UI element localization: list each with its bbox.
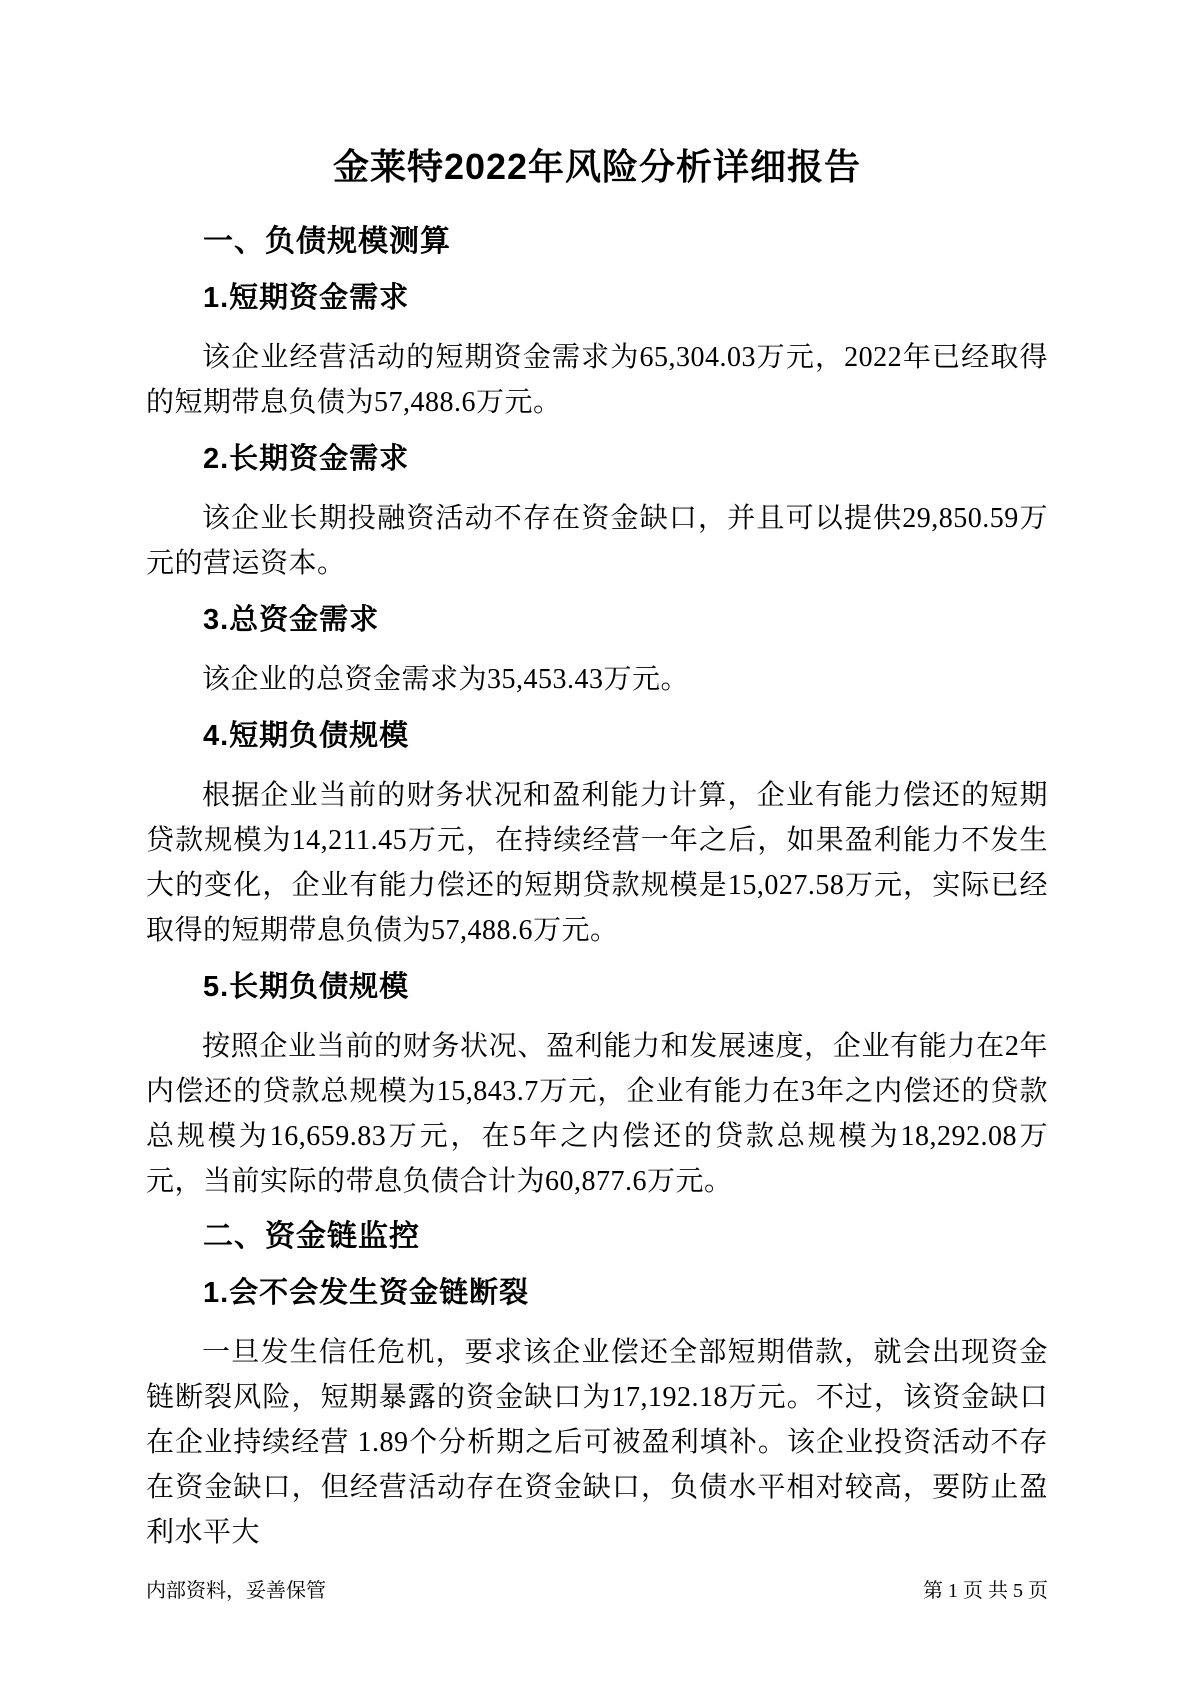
paragraph-short-term-debt-scale: 根据企业当前的财务状况和盈利能力计算，企业有能力偿还的短期贷款规模为14,211.45万元，在持续经营一年之后，如果盈利能力不发生大的变化，企业有能力偿还的短期贷款规模是15,027.58万元，实际已经取得的短期带息负债为57,488.6万元。 — [146, 780, 1048, 946]
subsection-heading-short-term-funding-need: 1.短期资金需求 — [203, 282, 410, 314]
paragraph-total-funding-need: 该企业的总资金需求为35,453.43万元。 — [202, 664, 690, 695]
paragraph-long-term-funding-need: 该企业长期投融资活动不存在资金缺口，并且可以提供29,850.59万元的营运资本。 — [146, 503, 1048, 579]
footer-confidential-note: 内部资料，妥善保管 — [146, 1580, 326, 1602]
section-heading-debt-scale: 一、负债规模测算 — [203, 225, 451, 258]
subsection-heading-long-term-debt-scale: 5.长期负债规模 — [203, 971, 410, 1003]
paragraph-long-term-debt-scale: 按照企业当前的财务状况、盈利能力和发展速度，企业有能力在2年内偿还的贷款总规模为15,843.7万元，企业有能力在3年之内偿还的贷款总规模为16,659.83万元，在5年之内偿还的贷款总规模为18,292.08万元，当前实际的带息负债合计为60,877.6万元。 — [146, 1031, 1048, 1197]
footer-page-number: 第 1 页 共 5 页 — [923, 1580, 1048, 1602]
document-content — [146, 0, 1048, 1555]
section-heading-capital-chain-monitoring: 二、资金链监控 — [203, 1220, 420, 1253]
subsection-heading-total-funding-need: 3.总资金需求 — [203, 604, 380, 636]
paragraph-capital-chain-break: 一旦发生信任危机，要求该企业偿还全部短期借款，就会出现资金链断裂风险，短期暴露的资金缺口为17,192.18万元。不过，该资金缺口在企业持续经营 1.89个分析期之后可被盈利填补。该企业投资活动不存在资金缺口，但经营活动存在资金缺口，负债水平相对较高，要防止盈利水平大 — [146, 1337, 1048, 1548]
page-footer — [146, 1578, 1048, 1604]
subsection-heading-short-term-debt-scale: 4.短期负债规模 — [203, 720, 410, 752]
subsection-heading-long-term-funding-need: 2.长期资金需求 — [203, 443, 410, 475]
report-title: 金莱特2022年风险分析详细报告 — [332, 146, 862, 187]
subsection-heading-capital-chain-break: 1.会不会发生资金链断裂 — [203, 1277, 530, 1309]
paragraph-short-term-funding-need: 该企业经营活动的短期资金需求为65,304.03万元，2022年已经取得的短期带息负债为57,488.6万元。 — [146, 342, 1048, 418]
